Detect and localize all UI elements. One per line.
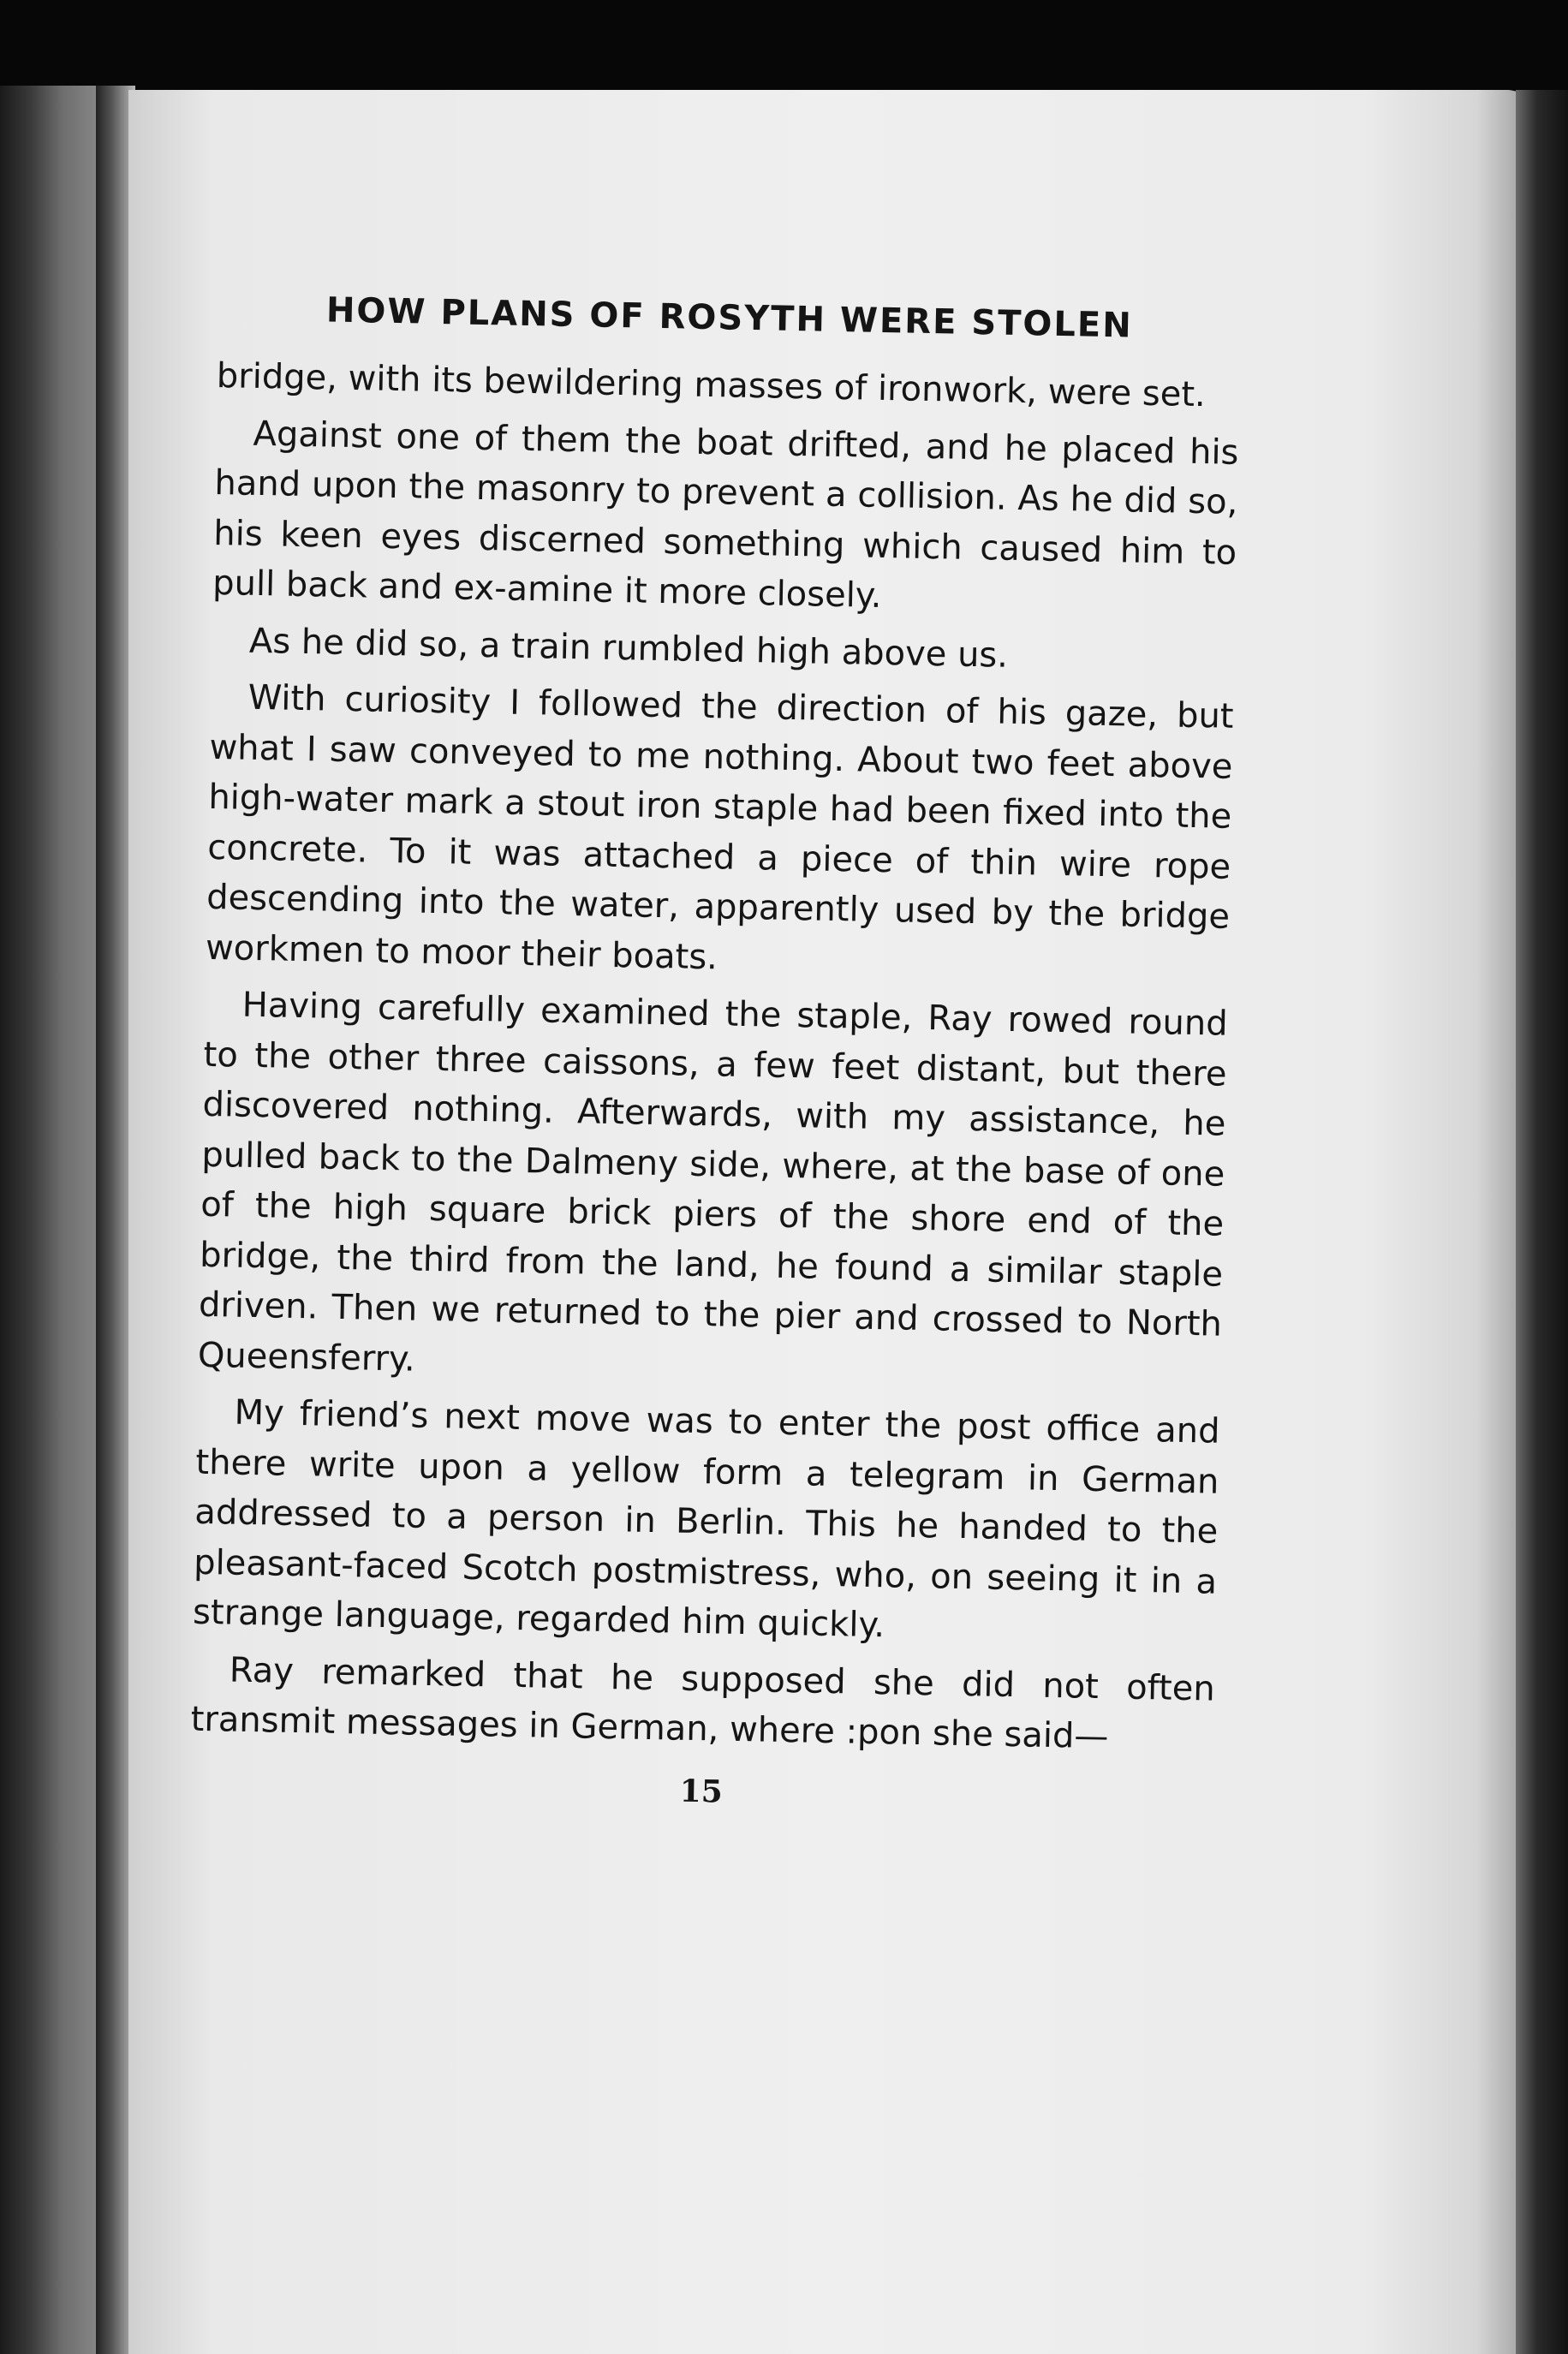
paragraph-2: Against one of them the boat drifted, and he placed his hand upon the masonry to prevent a collision. As he did so, his keen eyes discerned something which caused him to pull back and ex-amine it more closely. xyxy=(212,414,1239,616)
paragraph-1: bridge, with its bewildering masses of ironwork, were set. xyxy=(216,355,1207,415)
paragraph-7: Ray remarked that he supposed she did not often transmit messages in German, where :pon she said— xyxy=(190,1650,1216,1757)
paragraph-4: With curiosity I followed the direction of his gaze, but what I saw conveyed to me nothing. About two feet above high-water mark a stout iron staple had been fixed into the concrete. To it was attached a piece of thin wire rope descending into the water, apparently used by the bridge workmen to moor their boats. xyxy=(205,677,1234,977)
paragraph-5: Having carefully examined the staple, Ray rowed round to the other three caissons, a few feet distant, but there discovered nothing. Afterwards, with my assistance, he pulled back to the Dalmeny side, where, at the base of one of the high square brick piers of the shore end of the bridge, the third from the land, he found a similar staple driven. Then we returned to the pier and crossed to North Queensferry. xyxy=(197,985,1229,1380)
scan-top-border xyxy=(0,0,1568,94)
running-head: HOW PLANS OF ROSYTH WERE STOLEN xyxy=(325,290,1134,346)
paragraph-3: As he did so, a train rumbled high above us. xyxy=(248,621,1009,676)
book-left-edge xyxy=(0,86,103,2354)
text-block xyxy=(189,283,1242,1822)
page-number: 15 xyxy=(679,1773,724,1810)
book-right-edge xyxy=(1516,90,1568,2354)
paragraph-6: My friend’s next move was to enter the post office and there write upon a yellow form a telegram in German addressed to a person in Berlin. This he handed to the pleasant-faced Scotch postmistress, who, on seeing it in a strange language, regarded him quickly. xyxy=(192,1392,1220,1646)
